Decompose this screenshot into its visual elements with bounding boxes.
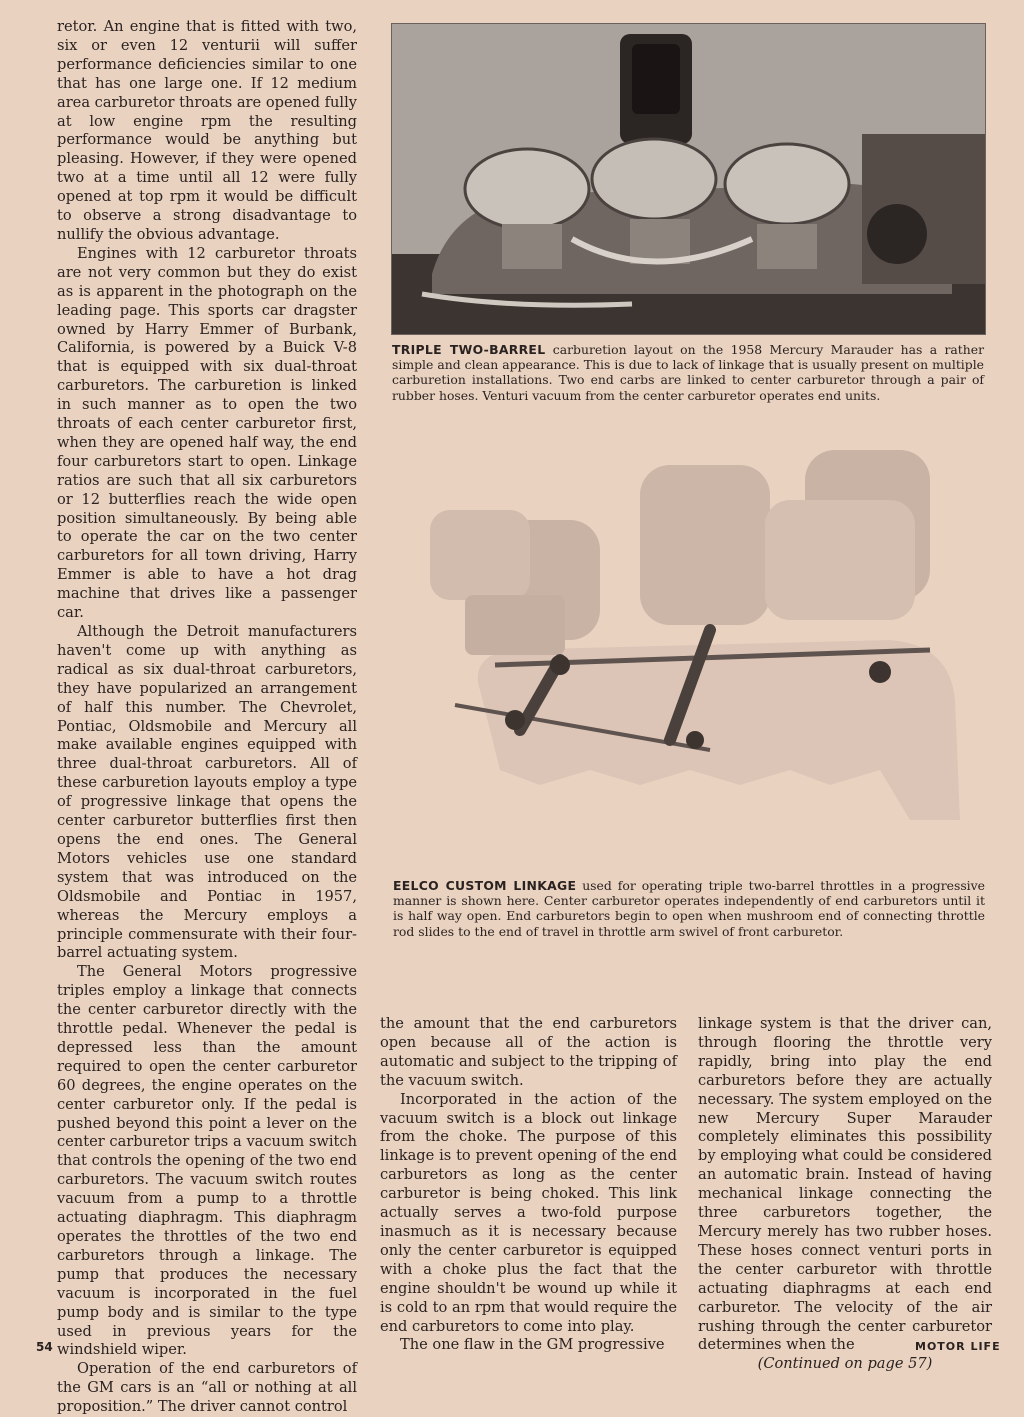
paragraph: The one flaw in the GM progressive <box>400 1336 665 1354</box>
article-column-3 <box>698 1015 992 1374</box>
paragraph: The General Motors progressive triples employ a linkage that connects the center carburetor directly with the throttle pedal. Whenever the pedal is depressed less than the amount required to open the center carburetor 60 degrees, the engine operates on the center carburetor only. If the pedal is pushed beyond this point a lever on the center carburetor trips a vacuum switch that controls the opening of the two end carburetors. The vacuum switch routes vacuum from a pump to a throttle actuating diaphragm. This diaphragm operates the throttles of the two end carburetors through a linkage. The pump that produces the necessary vacuum is incorporated in the fuel pump body and is similar to the type used in previous years for the windshield wiper. <box>57 963 357 1359</box>
continued-note: (Continued on page 57) <box>757 1355 933 1373</box>
article-column-1 <box>57 18 357 1417</box>
page-number: 54 <box>36 1340 53 1354</box>
linkage-photo-illustration <box>410 440 988 870</box>
article-column-2 <box>380 1015 677 1355</box>
caption-lead: TRIPLE TWO-BARREL <box>392 342 546 357</box>
photo-caption-triple-two-barrel <box>392 342 984 403</box>
paragraph: retor. An engine that is fitted with two, six or even 12 venturii will suffer performance deficiencies similar to one that has one large one. If 12 medium area carburetor throats are opened fully at low engine rpm the resulting performance would be anything but pleasing. However, if they were opened two at a time until all 12 were fully opened at top rpm it would be difficult to observe a strong disadvantage to nullify the obvious advantage. <box>57 18 357 243</box>
carburetor-photo-illustration <box>392 24 985 334</box>
photo-caption-eelco-linkage <box>393 878 985 939</box>
caption-text: used for operating triple two-barrel throttles in a progressive manner is shown here. Center carburetor operates independently of end carburetors until it is half way open. End carburetors begin to open when mushroom end of connecting throttle rod slides to the end of travel in throttle arm swivel of front carburetor. <box>393 878 985 939</box>
caption-lead: EELCO CUSTOM LINKAGE <box>393 878 577 893</box>
paragraph: Engines with 12 carburetor throats are not very common but they do exist as is apparent in the photograph on the leading page. This sports car dragster owned by Harry Emmer of Burbank, California, is powered by a Buick V-8 that is equipped with six dual-throat carburetors. The carburetion is linked in such manner as to open the two throats of each center carburetor first, when they are opened half way, the end four carburetors start to open. Linkage ratios are such that all six carburetors or 12 butterflies reach the wide open position simultaneously. By being able to operate the car on the two center carburetors for all town driving, Harry Emmer is able to have a hot drag machine that drives like a passenger car. <box>57 244 357 622</box>
magazine-name: MOTOR LIFE <box>915 1340 1001 1353</box>
paragraph: Incorporated in the action of the vacuum switch is a block out linkage from the choke. The purpose of this linkage is to prevent opening of the end carburetors as long as the center carburetor is being choked. This link actually serves a two-fold purpose inasmuch as it is necessary because only the center carburetor is equipped with a choke plus the fact that the engine shouldn't be wound up while it is cold to an rpm that would require the end carburetors to come into play. <box>380 1090 677 1335</box>
eelco-linkage-photo <box>410 440 988 870</box>
mercury-carburetor-photo <box>391 23 986 335</box>
paragraph: the amount that the end carburetors open because all of the action is automatic and subject to the tripping of the vacuum switch. <box>380 1015 677 1089</box>
paragraph: linkage system is that the driver can, through flooring the throttle very rapidly, bring into play the end carburetors before they are actually necessary. The system employed on the new Mercury Super Marauder completely eliminates this possibility by employing what could be considered an automatic brain. Instead of having mechanical linkage connecting the three carburetors together, the Mercury merely has two rubber hoses. These hoses connect venturi ports in the center carburetor with throttle actuating diaphragms at each end carburetor. The velocity of the air rushing through the center carburetor determines when the <box>698 1015 992 1354</box>
paragraph: Although the Detroit manufacturers haven't come up with anything as radical as six dual-throat carburetors, they have popularized an arrangement of half this number. The Chevrolet, Pontiac, Oldsmobile and Mercury all make available engines equipped with three dual-throat carburetors. All of these carburetion layouts employ a type of progressive linkage that opens the center carburetor butterflies first then opens the end ones. The General Motors vehicles use one standard system that was introduced on the Oldsmobile and Pontiac in 1957, whereas the Mercury employs a principle commensurate with their four-barrel actuating system. <box>57 623 357 962</box>
paragraph: Operation of the end carburetors of the GM cars is an “all or nothing at all proposition.” The driver cannot control <box>57 1360 357 1416</box>
caption-text: carburetion layout on the 1958 Mercury Marauder has a rather simple and clean appearance. This is due to lack of linkage that is usually present on multiple carburetion installations. Two end carbs are linked to center carburetor through a pair of rubber hoses. Venturi vacuum from the center carburetor operates end units. <box>392 342 984 403</box>
